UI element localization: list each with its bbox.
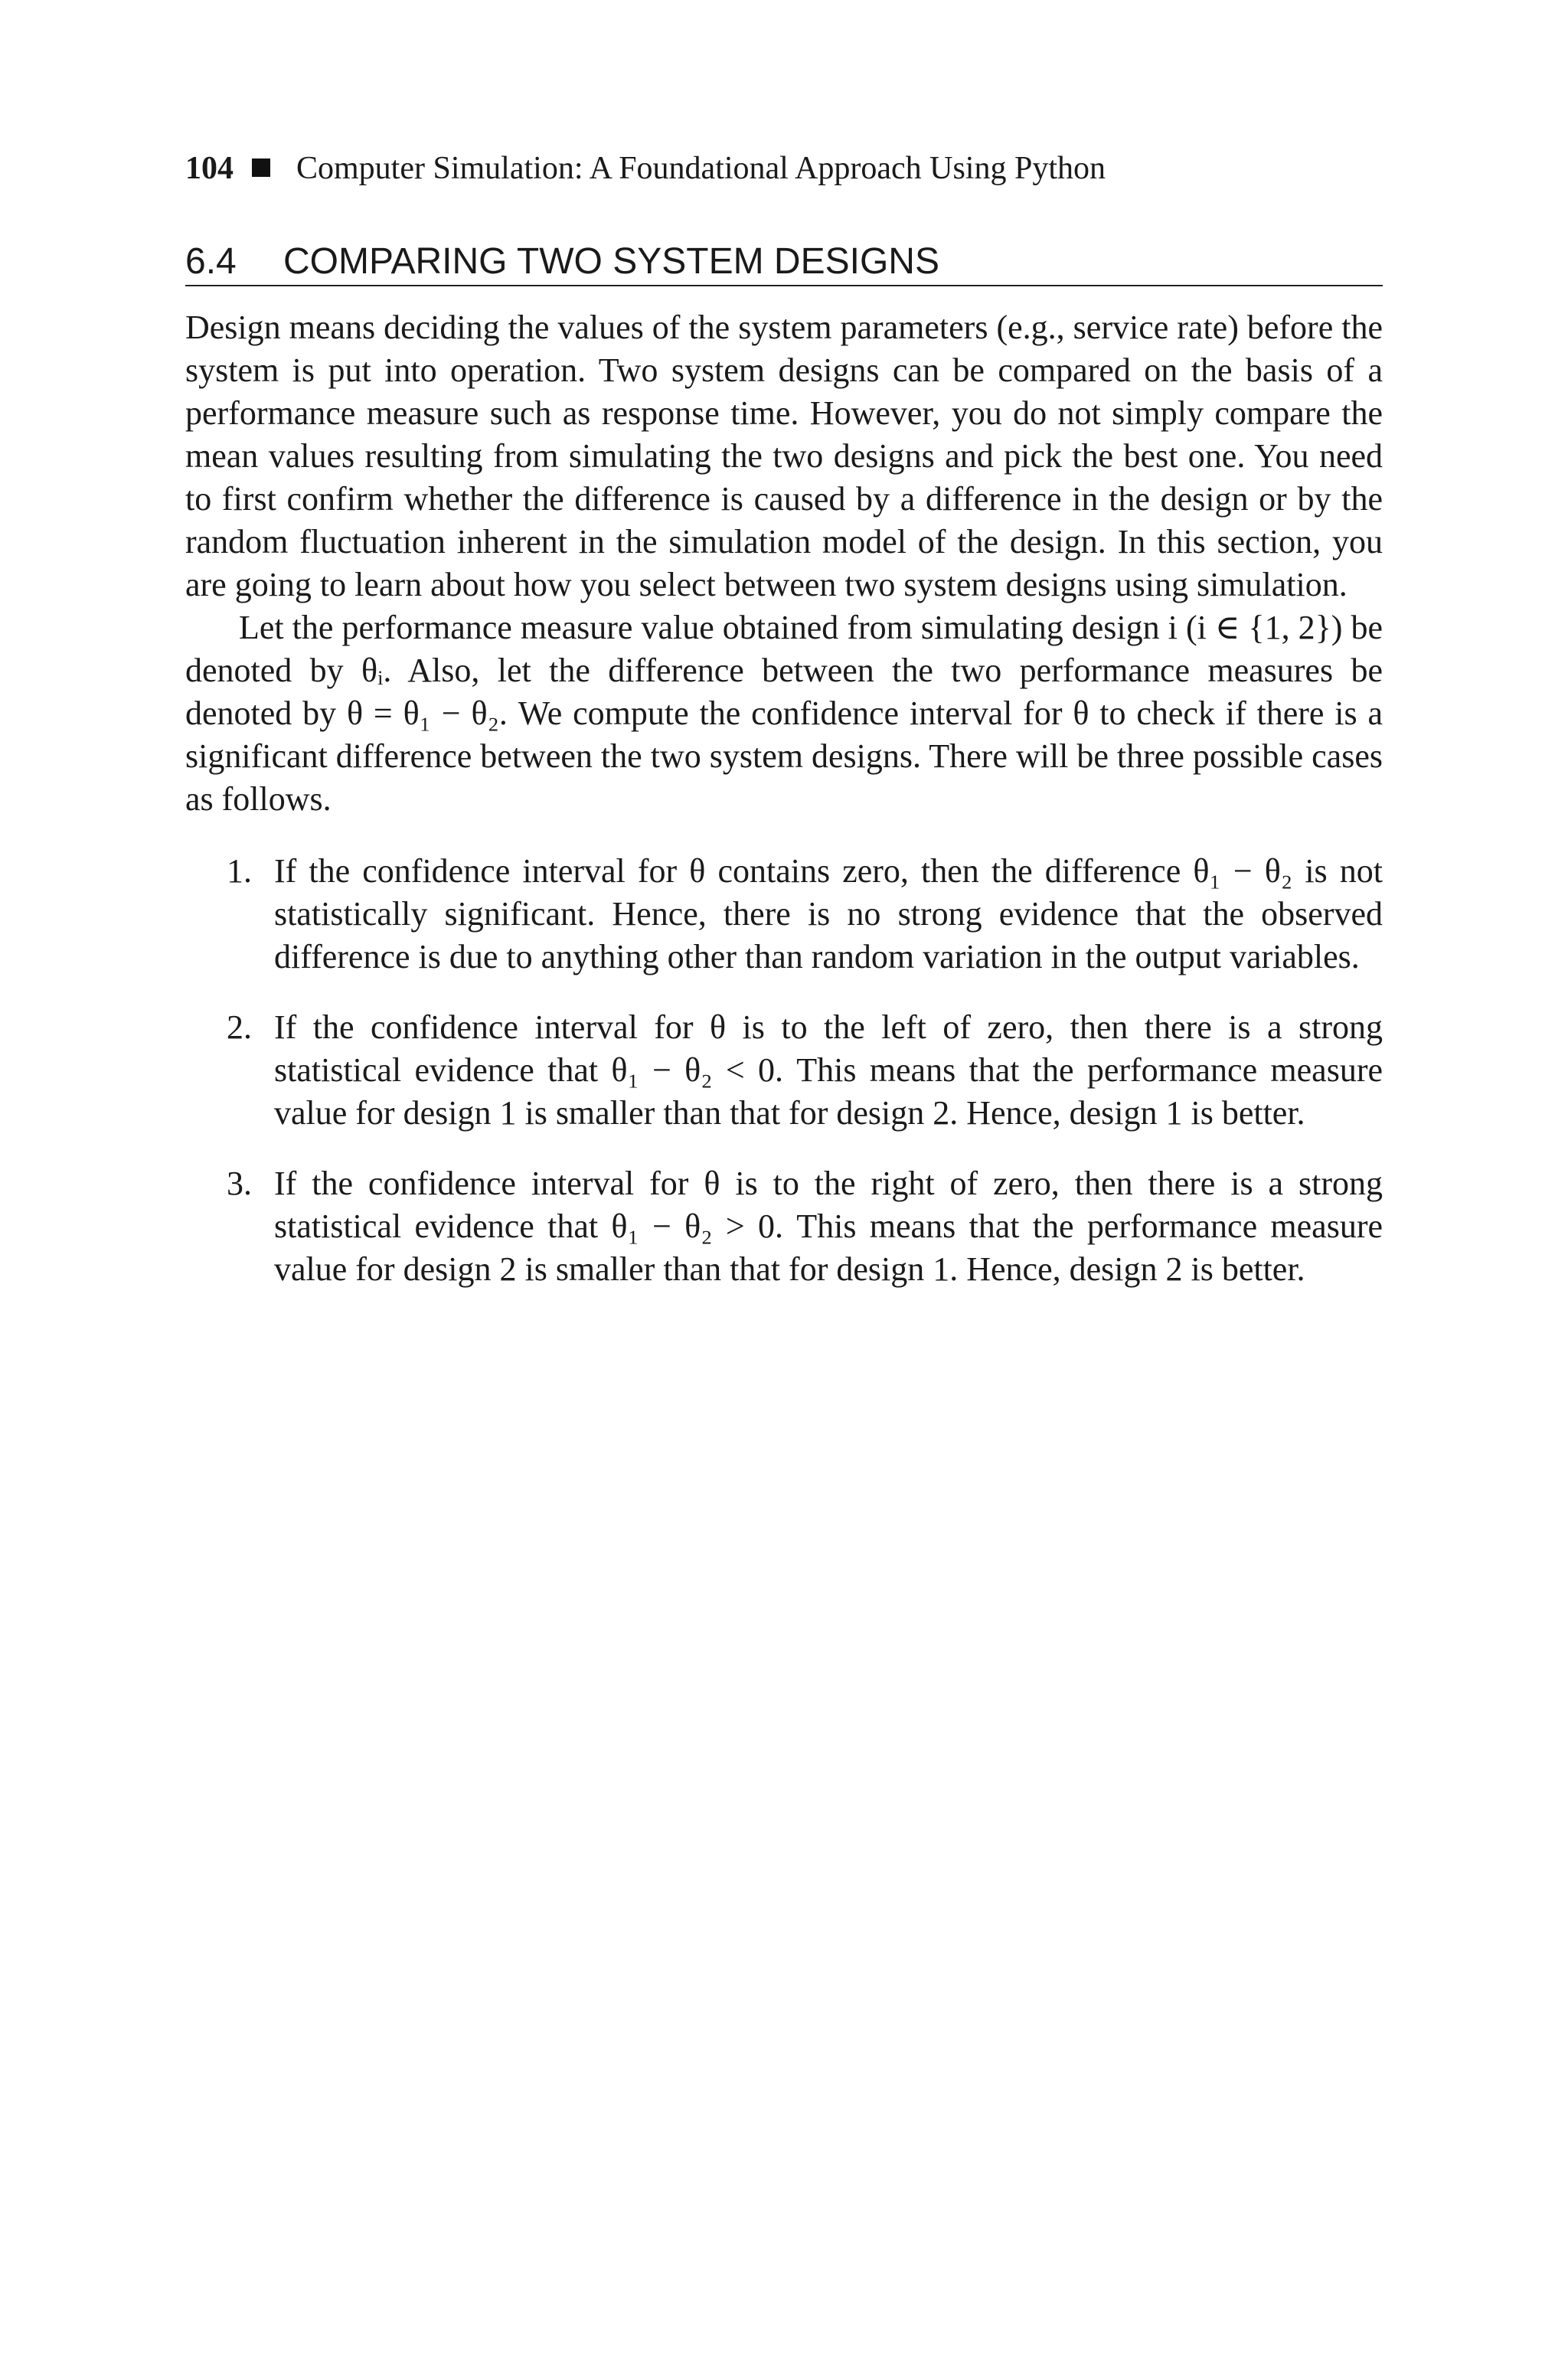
list-item-number: 3. [227,1165,252,1202]
section-heading [185,239,1383,286]
list-item-text: If the confidence interval for θ is to the left of zero, then there is a strong statistical evidence that θ₁ − θ₂ < 0. This means that the performance measure value for design 1 is smaller than that for design 2. Hence, design 1 is better. [274,1008,1383,1132]
section-title: COMPARING TWO SYSTEM DESIGNS [283,241,939,282]
list-item-number: 1. [227,852,252,890]
list-item-text: If the confidence interval for θ is to the right of zero, then there is a strong statistical evidence that θ₁ − θ₂ > 0. This means that the performance measure value for design 2 is smaller than that for design 1. Hence, design 2 is better. [274,1165,1383,1288]
section-body [185,306,1383,1318]
running-header [185,147,1383,190]
book-title: Computer Simulation: A Foundational Approach Using Python [296,151,1106,186]
list-item [185,850,1383,979]
list-item-text: If the confidence interval for θ contains zero, then the difference θ₁ − θ₂ is not statistically significant. Hence, there is no strong evidence that the observed difference is due to anything other than random variation in the output variables. [274,852,1383,975]
paragraph: Let the performance measure value obtained from simulating design i (i ∈ {1, 2}) be denoted by θᵢ. Also, let the difference between the two performance measures be denoted by θ = θ₁ − θ₂. We compute the confidence interval for θ to check if there is a significant difference between the two system designs. There will be three possible cases as follows. [185,609,1383,818]
paragraph: Design means deciding the values of the system parameters (e.g., service rate) before the system is put into operation. Two system designs can be compared on the basis of a performance measure such as response time. However, you do not simply compare the mean values resulting from simulating the two designs and pick the best one. You need to first confirm whether the difference is caused by a difference in the design or by the random fluctuation inherent in the simulation model of the design. In this section, you are going to learn about how you select between two system designs using simulation. [185,309,1383,603]
list-item [185,1006,1383,1135]
page-number: 104 [185,151,234,186]
list-item-number: 2. [227,1008,252,1046]
section-number: 6.4 [185,241,237,282]
cases-list [185,850,1383,1291]
square-bullet-icon [252,158,270,177]
list-item [185,1162,1383,1291]
